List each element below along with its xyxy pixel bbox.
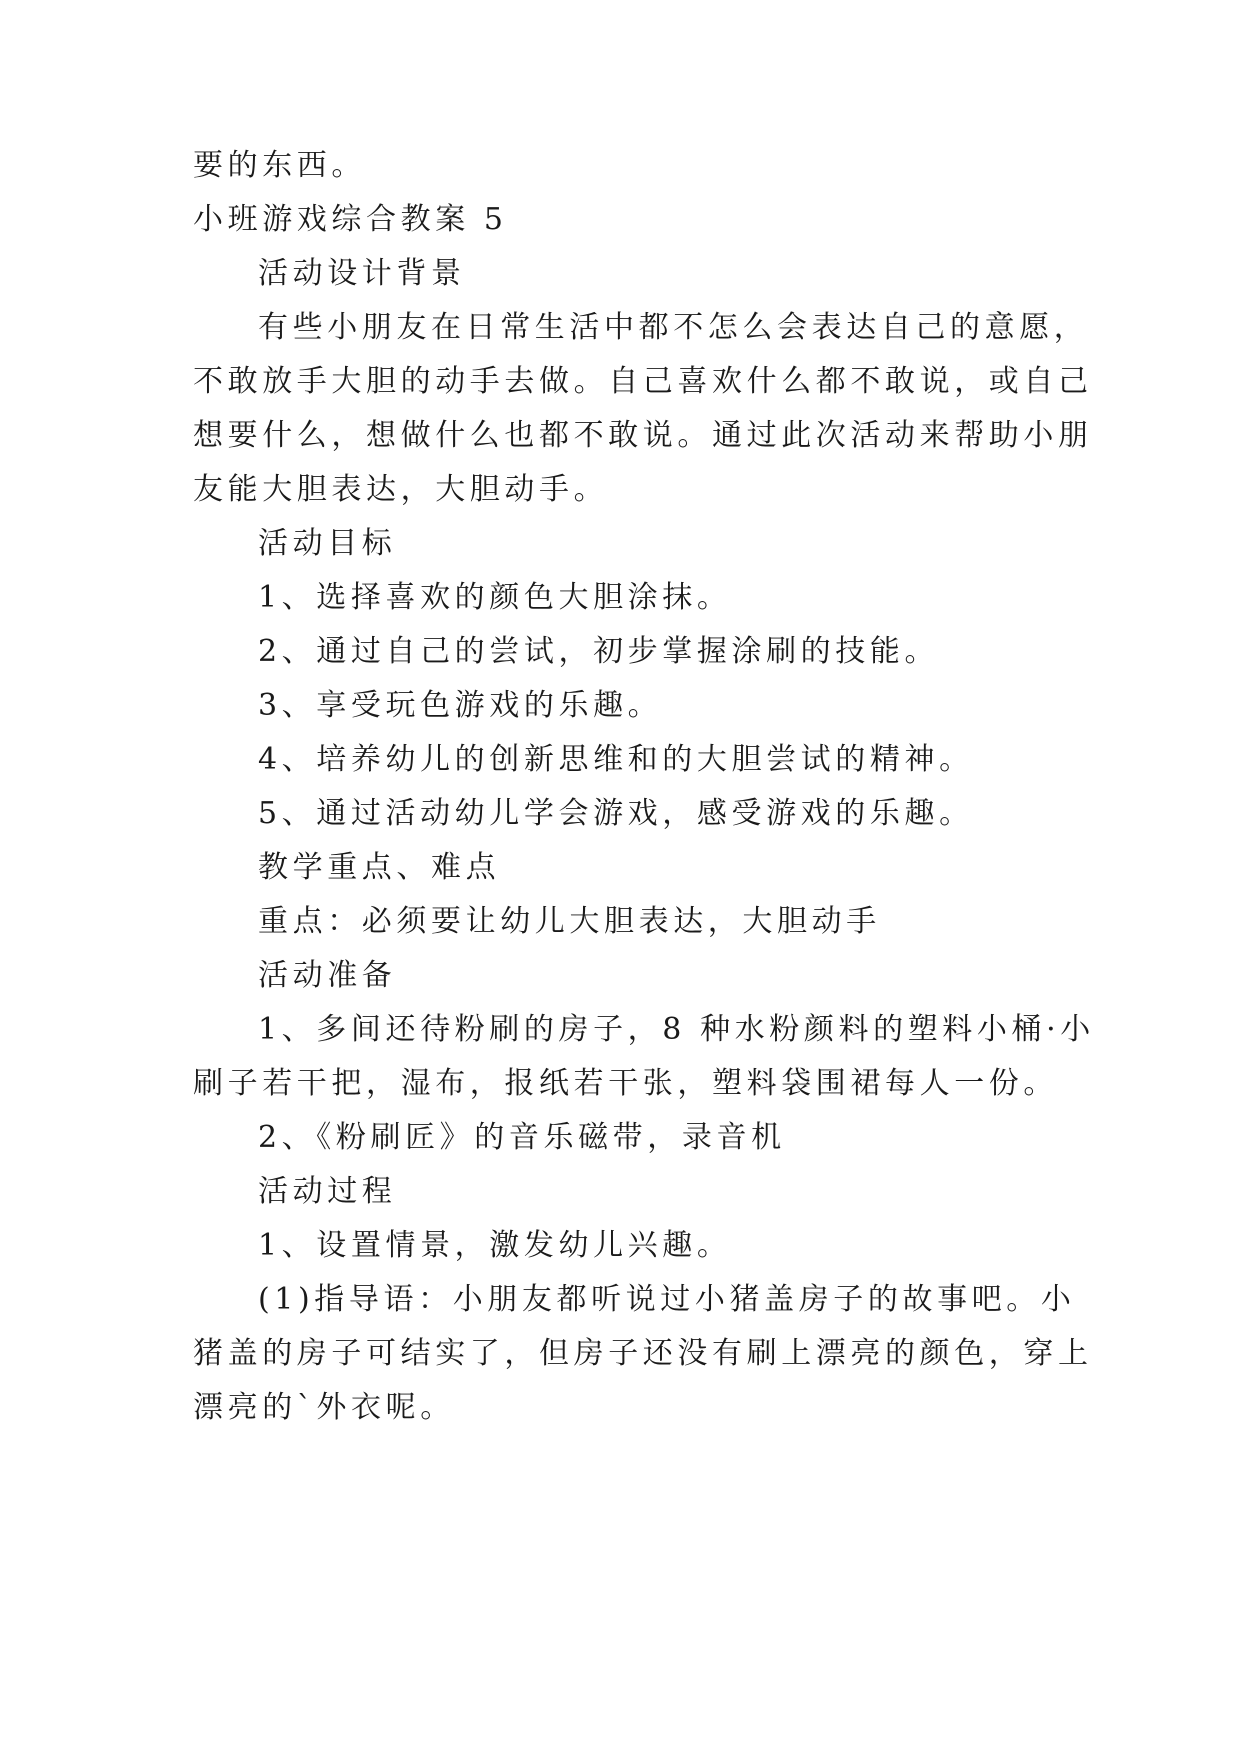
list-item-prep-2: 2、《粉刷匠》的音乐磁带，录音机 (258, 1120, 786, 1155)
heading-key-points: 教学重点、难点 (258, 850, 501, 885)
section-title: 小班游戏综合教案 5 (193, 202, 508, 237)
paragraph-line: 刷子若干把，湿布，报纸若干张，塑料袋围裙每人一份。 (193, 1066, 1058, 1101)
list-item-goal-4: 4、培养幼儿的创新思维和的大胆尝试的精神。 (258, 742, 974, 777)
list-item-process-1: 1、设置情景，激发幼儿兴趣。 (258, 1228, 732, 1263)
heading-design-background: 活动设计背景 (258, 256, 466, 291)
paragraph-line: 友能大胆表达，大胆动手。 (193, 472, 609, 507)
list-item-goal-5: 5、通过活动幼儿学会游戏，感受游戏的乐趣。 (258, 796, 974, 831)
paragraph-line: (1)指导语：小朋友都听说过小猪盖房子的故事吧。小 (258, 1282, 1076, 1317)
list-item-goal-3: 3、享受玩色游戏的乐趣。 (258, 688, 663, 723)
heading-preparation: 活动准备 (258, 958, 397, 993)
paragraph-line: 不敢放手大胆的动手去做。自己喜欢什么都不敢说，或自己 (193, 364, 1093, 399)
list-item-goal-1: 1、选择喜欢的颜色大胆涂抹。 (258, 580, 732, 615)
paragraph-line: 想要什么，想做什么也都不敢说。通过此次活动来帮助小朋 (193, 418, 1093, 453)
paragraph-line-continuation: 要的东西。 (193, 148, 366, 183)
heading-process: 活动过程 (258, 1174, 397, 1209)
paragraph-line: 重点：必须要让幼儿大胆表达，大胆动手 (258, 904, 881, 939)
paragraph-line: 有些小朋友在日常生活中都不怎么会表达自己的意愿， (258, 310, 1089, 345)
list-item-prep-1: 1、多间还待粉刷的房子，8 种水粉颜料的塑料小桶·小 (258, 1012, 1095, 1047)
paragraph-line: 猪盖的房子可结实了，但房子还没有刷上漂亮的颜色，穿上 (193, 1336, 1093, 1371)
heading-activity-goals: 活动目标 (258, 526, 397, 561)
paragraph-line: 漂亮的`外衣呢。 (193, 1390, 455, 1425)
list-item-goal-2: 2、通过自己的尝试，初步掌握涂刷的技能。 (258, 634, 940, 669)
